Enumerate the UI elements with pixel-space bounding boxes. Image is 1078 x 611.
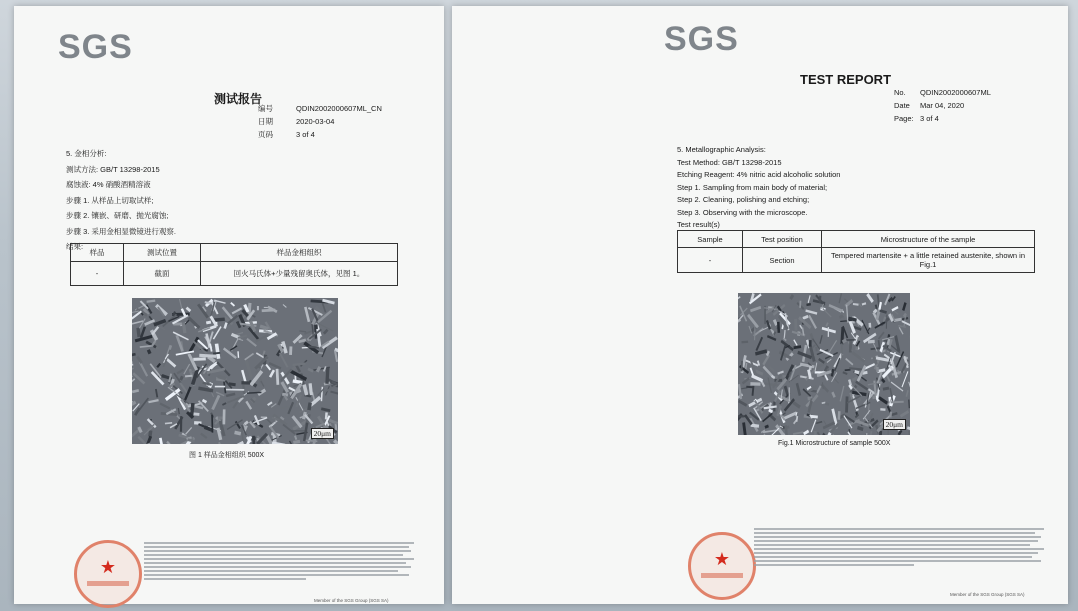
report-page-english — [452, 6, 1068, 604]
result-table — [677, 230, 1035, 273]
meta-row: No. QDIN2002000607ML — [894, 88, 991, 97]
report-meta — [894, 86, 991, 125]
etching-reagent: 腐蚀液: 4% 硝酸酒精溶液 — [66, 180, 151, 189]
member-note: Member of the SGS Group (SGS SA) — [950, 592, 1025, 597]
meta-row: Page: 3 of 4 — [894, 114, 939, 123]
step-1: Step 1. Sampling from main body of material; — [677, 182, 828, 192]
table-cell: Section — [743, 248, 822, 273]
table-header: Sample — [678, 231, 743, 248]
sgs-logo: SGS — [664, 20, 739, 58]
step-2: Step 2. Cleaning, polishing and etching; — [677, 195, 810, 204]
table-cell: - — [71, 262, 124, 286]
etching-reagent: Etching Reagent: 4% nitric acid alcoholic solution — [677, 170, 841, 179]
step-1: 步骤 1. 从样品上切取试样; — [66, 195, 154, 205]
figure-caption: 图 1 样品金相组织 500X — [189, 452, 265, 459]
analysis-section — [677, 144, 840, 232]
report-title: TEST REPORT — [800, 72, 892, 87]
analysis-section — [66, 146, 176, 255]
section-heading: 5. 金相分析: — [66, 149, 107, 158]
table-header: 样品金相组织 — [201, 244, 398, 262]
table-cell: - — [678, 248, 743, 273]
result-table — [70, 243, 398, 286]
fine-print — [754, 528, 1044, 568]
scale-bar: 20μm — [311, 428, 334, 439]
meta-row: 日期 2020-03-04 — [258, 117, 335, 126]
official-seal — [688, 532, 756, 600]
official-seal — [74, 540, 142, 608]
table-header: 样品 — [71, 244, 124, 262]
seal-band — [87, 581, 129, 586]
meta-row: Date Mar 04, 2020 — [894, 101, 965, 110]
result-label: Test result(s) — [677, 220, 720, 229]
section-heading: 5. Metallographic Analysis: — [677, 145, 766, 154]
result-label: 结果: — [66, 242, 84, 251]
step-3: Step 3. Observing with the microscope. — [677, 207, 808, 217]
report-title: 测试报告 — [214, 92, 263, 106]
micrograph-texture — [132, 298, 338, 444]
table-cell: 截面 — [124, 262, 201, 286]
table-header: Microstructure of the sample — [822, 231, 1035, 248]
test-method: 测试方法: GB/T 13298-2015 — [66, 164, 160, 174]
figure-caption: Fig.1 Microstructure of sample 500X — [778, 440, 891, 447]
table-cell: Tempered martensite + a little retained austenite, shown in Fig.1 — [822, 248, 1035, 273]
test-method: Test Method: GB/T 13298-2015 — [677, 157, 782, 167]
scale-bar: 20μm — [883, 419, 906, 430]
micrograph-image — [738, 293, 910, 435]
star-icon: ★ — [713, 549, 731, 569]
sgs-logo: SGS — [58, 28, 133, 66]
step-2: 步骤 2. 镶嵌、研磨、抛光腐蚀; — [66, 211, 169, 220]
meta-row: 页码 3 of 4 — [258, 130, 315, 139]
step-3: 步骤 3. 采用金相显微镜进行观察. — [66, 226, 177, 236]
micrograph-image — [132, 298, 338, 444]
table-header: 测试位置 — [124, 244, 201, 262]
fine-print — [144, 542, 414, 582]
table-cell: 回火马氏体+少量残留奥氏体，见图 1。 — [201, 262, 398, 286]
seal-band — [701, 573, 743, 578]
member-note: Member of the SGS Group (SGS SA) — [314, 598, 389, 603]
table-header: Test position — [743, 231, 822, 248]
meta-row: 编号 QDIN2002000607ML_CN — [258, 104, 382, 113]
report-page-chinese — [14, 6, 444, 604]
star-icon: ★ — [99, 557, 117, 577]
micrograph-texture — [738, 293, 910, 435]
report-meta — [258, 102, 382, 141]
